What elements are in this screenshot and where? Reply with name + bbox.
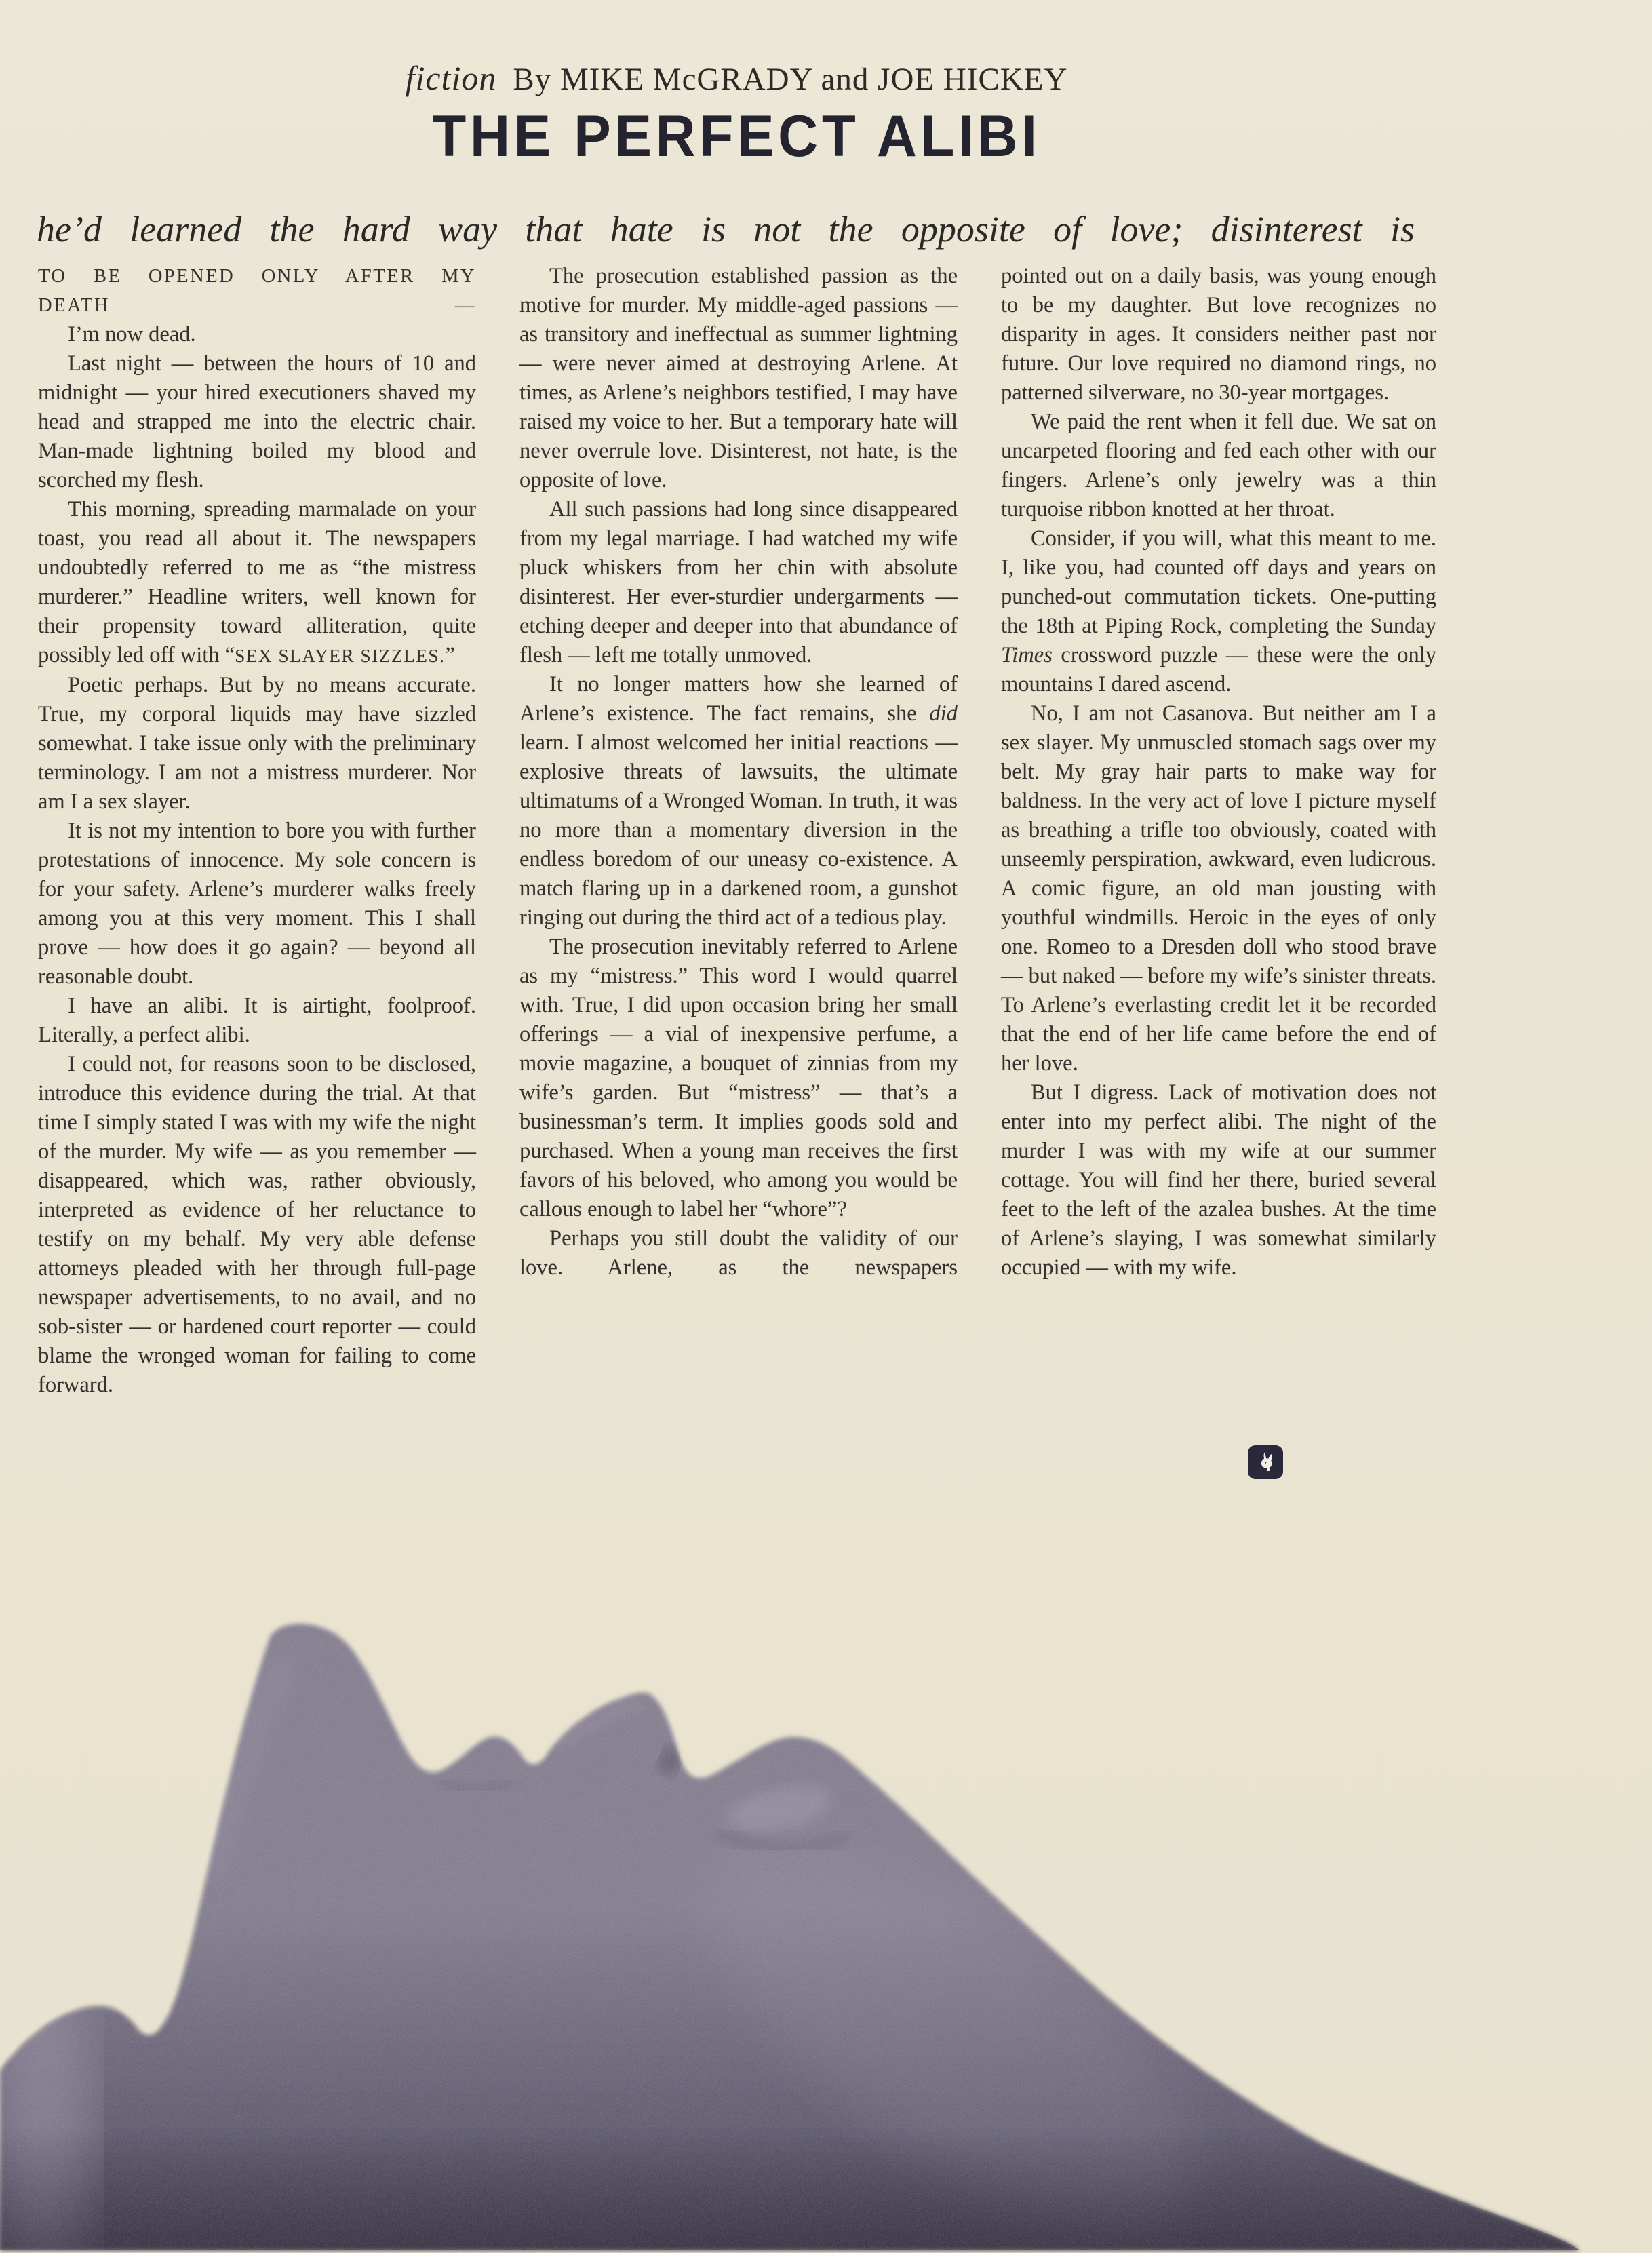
column-1 [38, 262, 476, 1400]
paragraph: It is not my intention to bore you with further protestations of innocence. My sole concern is for your safety. Arlene’s murderer walks freely among you at this very moment. This I shall prove — how does it go again? — beyond all reasonable doubt. [38, 819, 476, 989]
paragraph: Consider, if you will, what this meant to me. I, like you, had counted off days and years on punched-out commutation tickets. One-putting the 18th at Piping Rock, completing the Sunday Times crossword puzzle — these were the only mountains I dared ascend. [1001, 526, 1436, 697]
paragraph: The prosecution established passion as the motive for murder. My middle-aged passions — as transitory and ineffectual as summer lightning — were never aimed at destroying Arlene. At times, as Arlene’s neighbors testified, I may have raised my voice to her. But a temporary hate will never overrule love. Disinterest, not hate, is the opposite of love. [519, 264, 958, 492]
byline [38, 58, 1435, 98]
paragraph: I could not, for reasons soon to be disclosed, introduce this evidence during the trial. At that time I simply stated I was with my wife the night of the murder. My wife — as you remember — disappeared, which was, rather obviously, interpreted as evidence of her reluctance to testify on my behalf. My very able defense attorneys pleaded with her through full-page newspaper advertisements, to no avail, and no sob-sister — or hardened court reporter — could blame the wronged woman for failing to come forward. [38, 1052, 476, 1397]
subtitle-deck: he’d learned the hard way that hate is not the opposite of love; disinterest is [37, 209, 1415, 250]
byline-fiction-label: fiction [405, 59, 497, 97]
paragraph: Poetic perhaps. But by no means accurate. True, my corporal liquids may have sizzled somewhat. I take issue only with the preliminary terminology. I am not a mistress murderer. Nor am I a sex slayer. [38, 673, 476, 814]
paragraph: We paid the rent when it fell due. We sat on uncarpeted flooring and fed each other with our fingers. Arlene’s only jewelry was a thin turquoise ribbon knotted at her throat. [1001, 410, 1436, 522]
paragraph: Last night — between the hours of 10 and midnight — your hired executioners shaved my head and strapped me into the electric chair. Man-made lightning boiled my blood and scorched my flesh. [38, 351, 476, 492]
column-3 [1001, 262, 1436, 1282]
paragraph: But I digress. Lack of motivation does not enter into my perfect alibi. The night of the murder I was with my wife at our summer cottage. You will find her there, buried several feet to the left of the azalea bushes. At the time of Arlene’s slaying, I was somewhat similarly occupied — with my wife. [1001, 1080, 1436, 1280]
column-2 [519, 262, 958, 1282]
paragraph: No, I am not Casanova. But neither am I a sex slayer. My unmuscled stomach sags over my belt. My gray hair parts to make way for baldness. In the very act of love I picture myself as breathing a trifle too obviously, coated with unseemly perspiration, awkward, even ludicrous. A comic figure, an old man jousting with youthful windmills. Heroic in the eyes of only one. Romeo to a Dresden doll who stood brave — but naked — before my wife’s sinister threats. To Arlene’s everlasting credit let it be recorded that the end of her life came before the end of her love. [1001, 701, 1436, 1076]
paragraph: I’m now dead. [68, 322, 196, 347]
paragraph: Perhaps you still doubt the validity of our love. Arlene, as the newspapers [519, 1226, 958, 1280]
paragraph: It no longer matters how she learned of Arlene’s existence. The fact remains, she did learn. I almost welcomed her initial reactions — explosive threats of lawsuits, the ultimate ultimatums of a Wronged Woman. In truth, it was no more than a momentary diversion in the endless boredom of our uneasy co-existence. A match flaring up in a darkened room, a gunshot ringing out during the third act of a tedious play. [519, 672, 958, 930]
byline-authors: By MIKE McGRADY and JOE HICKEY [513, 62, 1068, 97]
paragraph: The prosecution inevitably referred to Arlene as my “mistress.” This word I would quarrel with. True, I did upon occasion bring her small offerings — a vial of inexpensive perfume, a movie magazine, a bouquet of zinnias from my wife’s garden. But “mistress” — that’s a businessman’s term. It implies goods sold and purchased. When a young man receives the first favors of his beloved, who among you would be callous enough to label her “whore”? [519, 935, 958, 1221]
paragraph: pointed out on a daily basis, was young enough to be my daughter. But love recognizes no disparity in ages. It considers neither past nor future. Our love required no diamond rings, no patterned silverware, no 30-year mortgages. [1001, 264, 1436, 405]
end-of-article-mark [1248, 1445, 1283, 1479]
playboy-bunny-icon [1254, 1450, 1277, 1474]
paragraph: All such passions had long since disappeared from my legal marriage. I had watched my wife pluck whiskers from her chin with absolute disinterest. Her ever-sturdier undergarments — etching deeper and deeper into that abundance of flesh — left me totally unmoved. [519, 497, 958, 667]
page-title: THE PERFECT ALIBI [432, 104, 1041, 169]
paragraph: This morning, spreading marmalade on your toast, you read all about it. The newspapers undoubtedly referred to me as “the mistress murderer.” Headline writers, well known for their propensity toward alliteration, quite possibly led off with “SEX SLAYER SIZZLES.” [38, 497, 476, 667]
paragraph: I have an alibi. It is airtight, foolproof. Literally, a perfect alibi. [38, 994, 476, 1047]
paragraph: TO BE OPENED ONLY AFTER MY DEATH — [38, 266, 476, 316]
photo-face-profile [0, 1489, 1652, 2253]
